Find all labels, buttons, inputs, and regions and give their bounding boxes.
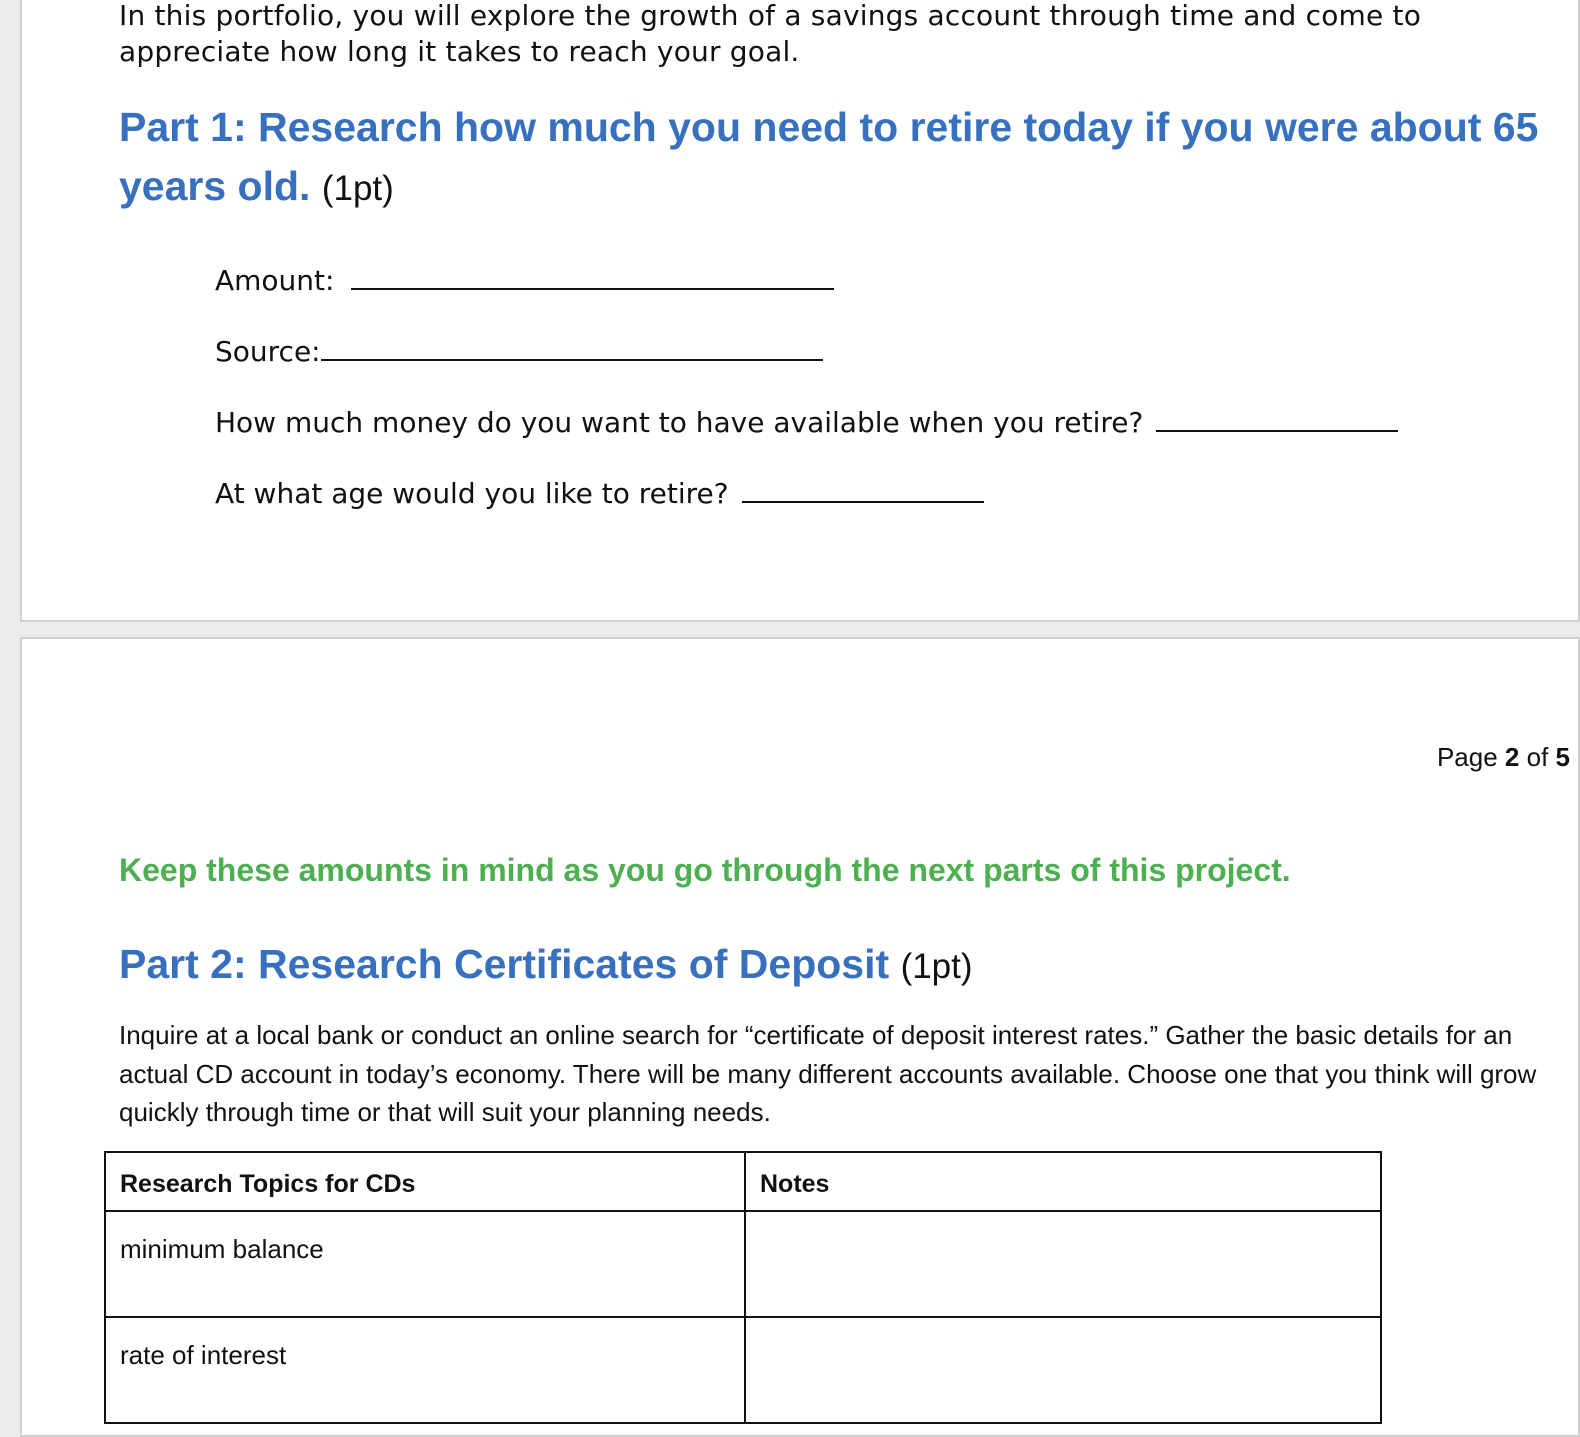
amount-blank[interactable] — [351, 262, 834, 290]
amount-row — [215, 262, 834, 298]
cd-research-table — [104, 1151, 1382, 1424]
part1-heading — [119, 98, 1539, 218]
retire-money-label: How much money do you want to have available when you retire? — [215, 406, 1144, 439]
part2-points: (1pt) — [900, 947, 973, 986]
cd-instructions: Inquire at a local bank or conduct an online search for “certificate of deposit interest rates.” Gather the basic details for an actual CD account in today’s economy. There will be many different accounts available. Choose one that you think will grow quickly through time or that will suit your planning needs. — [119, 1020, 1537, 1127]
intro-paragraph: In this portfolio, you will explore the growth of a savings account through time and come to appreciate how long it takes to reach your goal. — [119, 0, 1422, 68]
retire-money-blank[interactable] — [1156, 404, 1398, 432]
table-header-row — [105, 1152, 1381, 1211]
keep-amounts-note: Keep these amounts in mind as you go through the next parts of this project. — [119, 852, 1291, 888]
source-blank[interactable] — [321, 333, 823, 361]
part1-heading-text: Part 1: Research how much you need to retire today if you were about 65 years old. — [119, 104, 1539, 209]
table-row — [105, 1317, 1381, 1423]
page-number-total: 5 — [1555, 742, 1570, 772]
retire-age-blank[interactable] — [742, 475, 984, 503]
source-row — [215, 333, 823, 369]
notes-cell[interactable] — [745, 1211, 1381, 1317]
table-row — [105, 1211, 1381, 1317]
topic-cell: rate of interest — [105, 1317, 745, 1423]
retire-age-row — [215, 475, 984, 511]
amount-label: Amount: — [215, 264, 335, 297]
retire-money-row — [215, 404, 1398, 440]
page-number-of: of — [1526, 742, 1549, 772]
part1-points: (1pt) — [321, 169, 394, 208]
retire-age-label: At what age would you like to retire? — [215, 477, 729, 510]
page-number — [1437, 742, 1570, 773]
header-notes: Notes — [745, 1152, 1381, 1211]
document-page-1 — [20, 0, 1580, 622]
page-number-current: 2 — [1504, 742, 1520, 772]
part2-heading-text: Part 2: Research Certificates of Deposit — [119, 941, 890, 987]
part2-heading — [119, 935, 973, 996]
topic-cell: minimum balance — [105, 1211, 745, 1317]
source-label: Source: — [215, 335, 321, 368]
header-research-topics: Research Topics for CDs — [105, 1152, 745, 1211]
notes-cell[interactable] — [745, 1317, 1381, 1423]
page-number-prefix: Page — [1436, 742, 1498, 772]
document-page-2 — [20, 637, 1580, 1437]
